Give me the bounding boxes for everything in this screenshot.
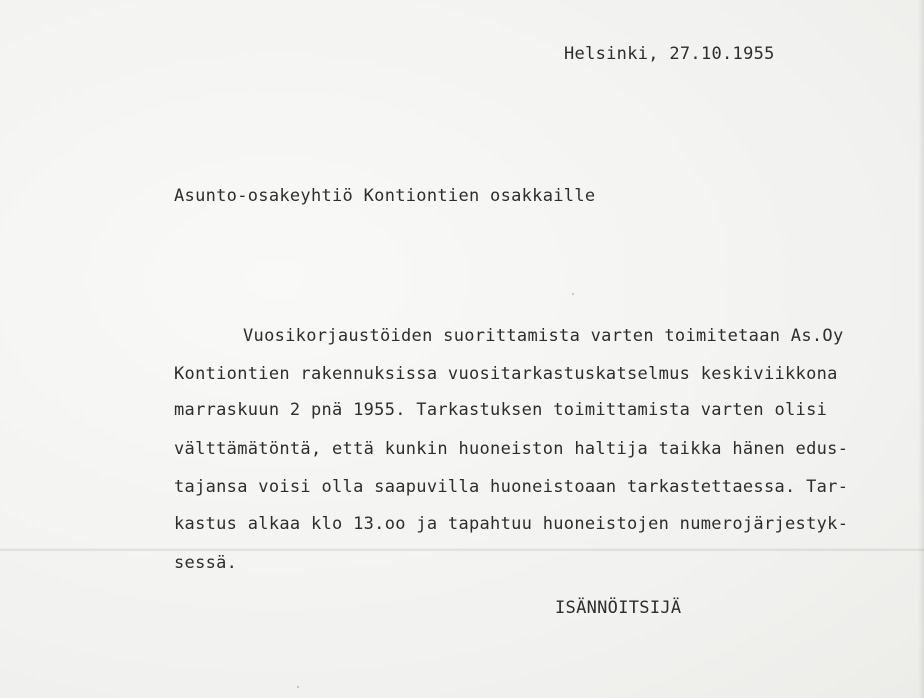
body-line: marraskuun 2 pnä 1955. Tarkastuksen toimittamista varten olisi xyxy=(174,400,828,420)
body-line: Vuosikorjaustöiden suorittamista varten toimitetaan As.Oy xyxy=(243,326,844,346)
letter-recipient: Asunto-osakeyhtiö Kontiontien osakkaille xyxy=(174,186,596,206)
paper-edge-shadow xyxy=(918,0,924,698)
body-line: sessä. xyxy=(174,553,238,573)
body-line: Kontiontien rakennuksissa vuositarkastuskatselmus keskiviikkona xyxy=(174,364,838,384)
body-line: tajansa voisi olla saapuvilla huoneistoaan tarkastettaessa. Tar- xyxy=(174,477,849,497)
paper-speck xyxy=(572,293,574,295)
letter-date: Helsinki, 27.10.1955 xyxy=(564,44,775,64)
body-line: kastus alkaa klo 13.oo ja tapahtuu huoneistojen numerojärjestyk- xyxy=(174,514,849,534)
body-line: välttämätöntä, että kunkin huoneiston haltija taikka hänen edus- xyxy=(174,439,849,459)
letter-signature: ISÄNNÖITSIJÄ xyxy=(555,598,682,618)
paper-fold-crease xyxy=(0,549,924,551)
paper-speck xyxy=(297,686,299,688)
